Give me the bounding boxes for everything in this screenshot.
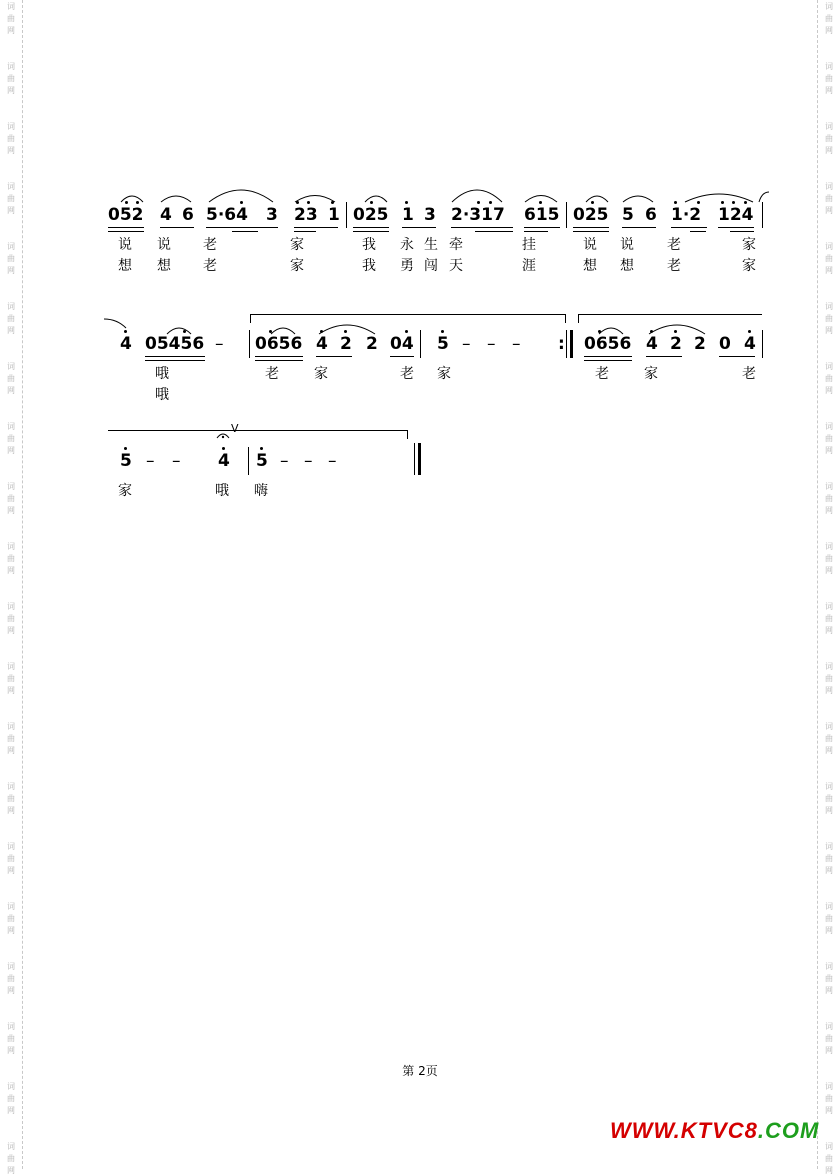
watermark-char: 网 — [825, 746, 833, 755]
octave-dot — [124, 447, 127, 450]
slur — [294, 192, 336, 204]
slur — [524, 192, 558, 204]
watermark-char: 曲 — [825, 854, 833, 863]
beat-underline — [294, 227, 338, 228]
watermark-char: 词 — [7, 122, 15, 131]
note-group: 615 — [524, 205, 560, 225]
beat-underline — [232, 231, 258, 232]
beat-underline — [719, 356, 755, 357]
watermark-char: 网 — [7, 1046, 15, 1055]
dash: – — [280, 451, 289, 471]
slur — [684, 192, 754, 204]
note: 4 — [218, 451, 230, 471]
watermark-char: 词 — [7, 842, 15, 851]
score-system-1 — [0, 200, 840, 280]
watermark-char: 网 — [7, 506, 15, 515]
watermark-char: 曲 — [7, 254, 15, 263]
dash: – — [146, 451, 155, 471]
logo-name: KTVC8 — [680, 1118, 758, 1143]
note: 5 — [437, 334, 449, 354]
watermark-char: 网 — [7, 926, 15, 935]
watermark-char: 曲 — [825, 74, 833, 83]
slur — [585, 192, 609, 204]
lyric: 我 — [362, 258, 376, 274]
watermark-char: 网 — [7, 86, 15, 95]
watermark-char: 网 — [7, 746, 15, 755]
watermark-char: 曲 — [7, 1094, 15, 1103]
watermark-char: 曲 — [7, 614, 15, 623]
slur — [120, 192, 144, 204]
beat-underline — [353, 227, 389, 228]
beat-underline — [402, 227, 436, 228]
beat-underline — [671, 227, 707, 228]
bar-line-thick — [570, 330, 573, 358]
watermark-char: 曲 — [825, 194, 833, 203]
lyric: 涯 — [522, 258, 536, 274]
slur — [166, 324, 192, 336]
watermark-char: 网 — [7, 866, 15, 875]
slur — [160, 192, 192, 204]
bar-line — [762, 202, 763, 228]
watermark-char: 词 — [825, 962, 833, 971]
dash: – — [512, 334, 521, 354]
lyric: 闯 — [424, 258, 438, 274]
lyric: 想 — [157, 258, 171, 274]
note: 6 — [182, 205, 194, 225]
lyric: 老 — [203, 237, 217, 253]
lyric: 家 — [290, 258, 304, 274]
note: 5 — [120, 451, 132, 471]
logo-www: WWW. — [610, 1118, 681, 1143]
watermark-char: 网 — [7, 266, 15, 275]
beat-underline — [524, 227, 560, 228]
lyric: 老 — [667, 237, 681, 253]
watermark-char: 曲 — [7, 194, 15, 203]
left-margin — [0, 0, 23, 1175]
note-group: 04 — [390, 334, 414, 354]
octave-dot — [124, 330, 127, 333]
note: 4 — [744, 334, 756, 354]
octave-dot — [441, 330, 444, 333]
note: 0 — [719, 334, 731, 354]
watermark-char: 词 — [825, 242, 833, 251]
beat-underline — [584, 360, 632, 361]
lyric: 说 — [620, 237, 634, 253]
octave-dot — [674, 201, 677, 204]
watermark-char: 网 — [825, 266, 833, 275]
watermark-char: 曲 — [825, 14, 833, 23]
watermark-char: 词 — [7, 2, 15, 11]
watermark-char: 网 — [825, 326, 833, 335]
dash: – — [304, 451, 313, 471]
watermark-char: 词 — [7, 782, 15, 791]
dash: – — [328, 451, 337, 471]
watermark-char: 网 — [825, 206, 833, 215]
final-bar-line-thick — [418, 443, 421, 475]
watermark-char: 网 — [825, 1106, 833, 1115]
watermark-char: 词 — [7, 1142, 15, 1151]
watermark-char: 网 — [825, 86, 833, 95]
volta-bracket-1 — [250, 314, 566, 325]
watermark-char: 网 — [825, 986, 833, 995]
note: 2 — [340, 334, 352, 354]
lyric: 想 — [620, 258, 634, 274]
note-group: 0656 — [255, 334, 303, 354]
beat-underline — [573, 227, 609, 228]
watermark-char: 曲 — [825, 794, 833, 803]
dash: – — [172, 451, 181, 471]
lyric: 说 — [157, 237, 171, 253]
beat-underline — [206, 227, 278, 228]
lyric: 牵 — [449, 237, 463, 253]
watermark-char: 词 — [825, 842, 833, 851]
note: 4 — [646, 334, 658, 354]
lyric: 家 — [644, 366, 658, 382]
bar-line — [346, 202, 347, 228]
watermark-char: 词 — [7, 362, 15, 371]
slur — [208, 184, 274, 204]
lyric: 老 — [265, 366, 279, 382]
watermark-char: 网 — [825, 926, 833, 935]
watermark-char: 词 — [825, 1142, 833, 1151]
beat-underline — [730, 231, 754, 232]
watermark-char: 曲 — [7, 74, 15, 83]
slur — [270, 324, 296, 336]
beat-underline — [160, 227, 194, 228]
watermark-char: 曲 — [7, 794, 15, 803]
lyric: 老 — [203, 258, 217, 274]
watermark-char: 词 — [7, 1022, 15, 1031]
watermark-char: 词 — [7, 482, 15, 491]
note-group: 124 — [718, 205, 754, 225]
octave-dot — [222, 447, 225, 450]
watermark-char: 词 — [7, 962, 15, 971]
watermark-char: 曲 — [825, 134, 833, 143]
note-group: 2·317 — [451, 205, 505, 225]
beat-underline — [145, 356, 205, 357]
lyric: 我 — [362, 237, 376, 253]
lyric: 说 — [583, 237, 597, 253]
watermark-char: 网 — [825, 626, 833, 635]
watermark-char: 曲 — [825, 974, 833, 983]
watermark-char: 曲 — [7, 494, 15, 503]
watermark-char: 曲 — [825, 674, 833, 683]
watermark-char: 曲 — [7, 674, 15, 683]
watermark-char: 词 — [825, 2, 833, 11]
lyric: 说 — [118, 237, 132, 253]
watermark-char: 曲 — [825, 554, 833, 563]
beat-underline — [524, 231, 548, 232]
note: 2 — [694, 334, 706, 354]
lyric: 哦 — [155, 366, 169, 382]
note-group: 025 — [573, 205, 609, 225]
beat-underline — [108, 227, 144, 228]
site-logo — [610, 1118, 819, 1144]
bar-line — [566, 202, 567, 228]
watermark-char: 网 — [825, 566, 833, 575]
watermark-char: 曲 — [825, 1034, 833, 1043]
watermark-char: 曲 — [7, 314, 15, 323]
watermark-char: 词 — [825, 902, 833, 911]
note-group: 23 — [294, 205, 318, 225]
watermark-char: 词 — [825, 422, 833, 431]
slur — [318, 320, 376, 336]
beat-underline — [451, 227, 513, 228]
watermark-char: 曲 — [825, 314, 833, 323]
bar-line — [566, 330, 567, 358]
watermark-char: 曲 — [7, 434, 15, 443]
lyric: 老 — [400, 366, 414, 382]
watermark-char: 词 — [825, 722, 833, 731]
watermark-char: 曲 — [7, 734, 15, 743]
watermark-char: 曲 — [825, 494, 833, 503]
lyric: 家 — [118, 483, 132, 499]
lyric: 哦 — [215, 483, 229, 499]
lyric: 老 — [667, 258, 681, 274]
octave-dot — [405, 330, 408, 333]
watermark-char: 曲 — [825, 434, 833, 443]
slur — [758, 192, 770, 204]
watermark-char: 网 — [825, 806, 833, 815]
watermark-char: 曲 — [7, 914, 15, 923]
watermark-char: 词 — [7, 1082, 15, 1091]
watermark-char: 词 — [7, 722, 15, 731]
watermark-char: 网 — [7, 206, 15, 215]
note-group: 052 — [108, 205, 144, 225]
note: 2 — [670, 334, 682, 354]
note: 4 — [316, 334, 328, 354]
beat-underline — [108, 231, 144, 232]
watermark-char: 曲 — [7, 14, 15, 23]
note: 4 — [120, 334, 132, 354]
watermark-char: 曲 — [7, 854, 15, 863]
bar-line — [420, 330, 421, 358]
note: 5 — [256, 451, 268, 471]
watermark-char: 网 — [7, 626, 15, 635]
lyric: 想 — [583, 258, 597, 274]
beat-underline — [573, 231, 609, 232]
watermark-char: 词 — [7, 302, 15, 311]
watermark-char: 词 — [825, 182, 833, 191]
watermark-char: 词 — [825, 122, 833, 131]
watermark-char: 网 — [7, 446, 15, 455]
beat-underline — [294, 231, 316, 232]
watermark-char: 曲 — [825, 1154, 833, 1163]
beat-underline — [718, 227, 754, 228]
lyric: 生 — [424, 237, 438, 253]
watermark-char: 网 — [7, 386, 15, 395]
beat-underline — [353, 231, 389, 232]
watermark-char: 网 — [7, 986, 15, 995]
watermark-char: 词 — [825, 1022, 833, 1031]
watermark-char: 词 — [7, 62, 15, 71]
watermark-char: 词 — [825, 482, 833, 491]
final-bar-line — [414, 443, 415, 475]
watermark-char: 词 — [7, 662, 15, 671]
breath-mark: V — [231, 422, 239, 435]
lyric: 嗨 — [254, 483, 268, 499]
lyric: 挂 — [522, 237, 536, 253]
watermark-char: 词 — [7, 422, 15, 431]
beat-underline — [316, 356, 352, 357]
bar-line — [248, 447, 249, 475]
watermark-char: 曲 — [825, 614, 833, 623]
note: 3 — [424, 205, 436, 225]
note-group: 0656 — [584, 334, 632, 354]
lyric: 家 — [742, 237, 756, 253]
note: 1 — [328, 205, 340, 225]
beat-underline — [390, 356, 414, 357]
watermark-char: 网 — [825, 26, 833, 35]
score-system-2 — [0, 310, 840, 410]
watermark-char: 词 — [825, 602, 833, 611]
lyric: 家 — [437, 366, 451, 382]
watermark-char: 词 — [7, 182, 15, 191]
note: 4 — [160, 205, 172, 225]
note: 3 — [266, 205, 278, 225]
lyric: 家 — [742, 258, 756, 274]
watermark-char: 词 — [825, 62, 833, 71]
note: 6 — [645, 205, 657, 225]
watermark-char: 网 — [7, 686, 15, 695]
beat-underline — [255, 360, 303, 361]
watermark-char: 词 — [825, 662, 833, 671]
octave-dot — [405, 201, 408, 204]
dash: – — [215, 334, 224, 354]
watermark-char: 曲 — [825, 914, 833, 923]
note-group: 025 — [353, 205, 389, 225]
tie-continuation — [103, 318, 127, 330]
bar-line — [762, 330, 763, 358]
beat-underline — [690, 231, 706, 232]
lyric: 想 — [118, 258, 132, 274]
watermark-char: 词 — [7, 602, 15, 611]
octave-dot — [748, 330, 751, 333]
lyric: 老 — [595, 366, 609, 382]
score-system-3 — [0, 422, 840, 505]
watermark-char: 曲 — [825, 1094, 833, 1103]
beat-underline — [622, 227, 656, 228]
slur — [598, 324, 624, 336]
watermark-char: 词 — [7, 242, 15, 251]
lyric: 家 — [314, 366, 328, 382]
watermark-char: 曲 — [7, 134, 15, 143]
watermark-char: 网 — [7, 1166, 15, 1175]
note: 1 — [402, 205, 414, 225]
watermark-char: 曲 — [7, 554, 15, 563]
watermark-char: 词 — [7, 542, 15, 551]
watermark-char: 网 — [825, 1166, 833, 1175]
beat-underline — [255, 356, 303, 357]
lyric: 哦 — [155, 387, 169, 403]
dash: – — [487, 334, 496, 354]
note: 2 — [366, 334, 378, 354]
lyric: 老 — [742, 366, 756, 382]
slur — [648, 320, 706, 336]
watermark-char: 网 — [7, 1106, 15, 1115]
watermark-char: 网 — [825, 506, 833, 515]
watermark-char: 网 — [7, 806, 15, 815]
page-number: 第 2页 — [402, 1064, 438, 1078]
watermark-char: 曲 — [7, 374, 15, 383]
beat-underline — [475, 231, 513, 232]
watermark-char: 网 — [7, 326, 15, 335]
fermata — [216, 431, 230, 439]
logo-tld: .COM — [757, 1118, 820, 1143]
watermark-char: 网 — [825, 146, 833, 155]
watermark-char: 曲 — [7, 1154, 15, 1163]
beat-underline — [145, 360, 205, 361]
dash: – — [462, 334, 471, 354]
watermark-char: 网 — [825, 866, 833, 875]
bar-line — [249, 330, 250, 358]
watermark-char: 词 — [825, 362, 833, 371]
watermark-char: 网 — [825, 386, 833, 395]
note-group: 5·64 — [206, 205, 248, 225]
watermark-char: 曲 — [7, 974, 15, 983]
watermark-char: 词 — [825, 1082, 833, 1091]
slur — [451, 184, 503, 204]
slur — [622, 192, 654, 204]
beat-underline — [584, 356, 632, 357]
lyric: 勇 — [400, 258, 414, 274]
lyric: 家 — [290, 237, 304, 253]
volta-bracket-3 — [108, 430, 408, 441]
watermark-char: 词 — [825, 782, 833, 791]
slur — [364, 192, 388, 204]
watermark-char: 网 — [825, 446, 833, 455]
watermark-char: 网 — [825, 1046, 833, 1055]
right-margin — [817, 0, 840, 1175]
watermark-char: 曲 — [825, 374, 833, 383]
watermark-char: 曲 — [7, 1034, 15, 1043]
note: 5 — [622, 205, 634, 225]
octave-dot — [260, 447, 263, 450]
watermark-char: 曲 — [825, 254, 833, 263]
watermark-char: 曲 — [825, 734, 833, 743]
watermark-char: 词 — [825, 542, 833, 551]
lyric: 永 — [400, 237, 414, 253]
note-group: 05456 — [145, 334, 205, 354]
lyric: 天 — [449, 258, 463, 274]
watermark-char: 网 — [7, 566, 15, 575]
watermark-char: 词 — [825, 302, 833, 311]
watermark-char: 网 — [7, 26, 15, 35]
note-group: 1·2 — [671, 205, 702, 225]
watermark-char: 网 — [825, 686, 833, 695]
repeat-sign: : — [558, 334, 565, 354]
watermark-char: 网 — [7, 146, 15, 155]
watermark-char: 词 — [7, 902, 15, 911]
beat-underline — [646, 356, 682, 357]
